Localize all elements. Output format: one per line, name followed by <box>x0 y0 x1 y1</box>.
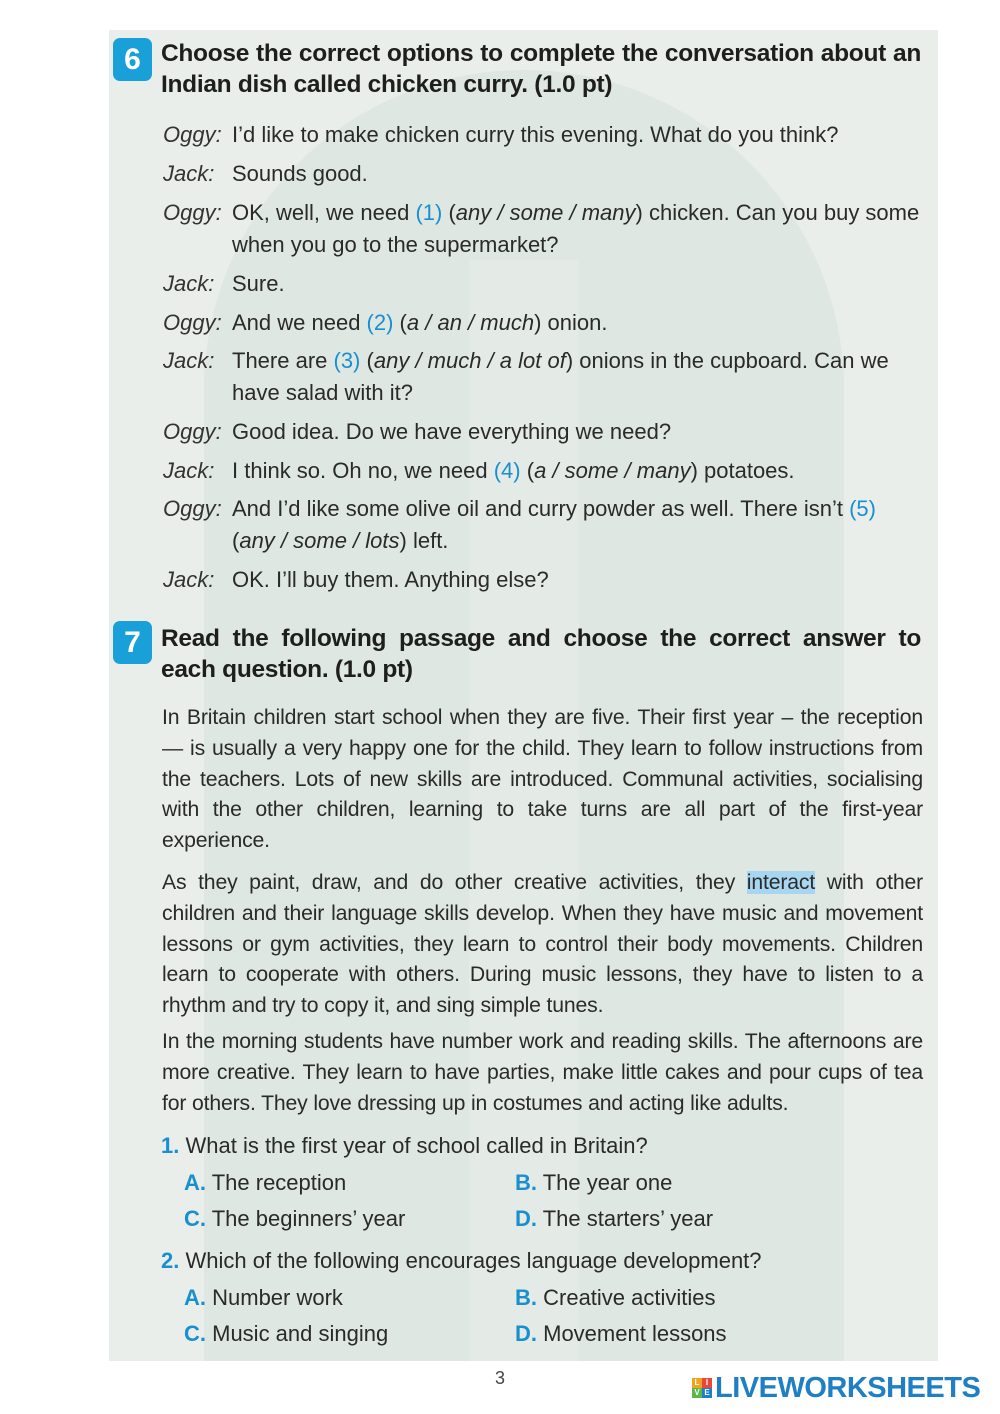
option-letter: B. <box>515 1170 537 1195</box>
speaker-label: Oggy: <box>163 496 222 521</box>
question-text: What is the first year of school called in Britain? <box>185 1133 648 1158</box>
paren-open: ( <box>393 310 407 335</box>
speaker-label: Jack: <box>163 458 215 483</box>
paren-open: ( <box>442 200 456 225</box>
utterance-text-after: onions in the cupboard. Can we have salad with it? <box>232 348 889 405</box>
utterance-text: I think so. Oh no, we need <box>232 458 494 483</box>
option-choices: any / much / a lot of <box>373 348 566 373</box>
blank-marker[interactable]: (4) <box>493 458 521 483</box>
speaker-label: Oggy: <box>163 200 222 225</box>
speaker-label: Oggy: <box>163 310 222 335</box>
logo-letter: I <box>702 1378 712 1388</box>
paren-close: ) <box>690 458 698 483</box>
utterance-text: I’d like to make chicken curry this evening. What do you think? <box>232 122 839 147</box>
option-text: Music and singing <box>212 1321 389 1346</box>
option-choices: any / some / lots <box>239 528 400 553</box>
utterance-text: And we need <box>232 310 367 335</box>
speaker-label: Jack: <box>163 271 215 296</box>
option-letter: B. <box>515 1285 537 1310</box>
option-choices: a / an / much <box>406 310 535 335</box>
option-letter: C. <box>184 1206 206 1231</box>
utterance-text: There are <box>232 348 334 373</box>
speaker-label: Jack: <box>163 348 215 373</box>
logo-letter: V <box>692 1388 702 1398</box>
option-text: The beginners’ year <box>211 1206 406 1231</box>
option-text: The year one <box>542 1170 673 1195</box>
exercise-7-number-badge: 7 <box>113 621 152 664</box>
exercise-6-number-badge: 6 <box>113 38 152 81</box>
passage-paragraph-1: In Britain children start school when they are five. Their first year – the reception — is usually a very happy one for the child. They learn to follow instructions from the teachers. Lots of new skills are introduced. Communal activities, socialising with the other children, learning to take turns are all part of the first-year experience. <box>162 706 923 853</box>
answer-option[interactable] <box>184 1204 405 1234</box>
utterance-text: And I’d like some olive oil and curry powder as well. There isn’t <box>232 496 850 521</box>
paren-open: ( <box>232 528 240 553</box>
paragraph-2-text-after: with other children and their language skills develop. When they have music and movement lessons or gym activities, they learn to control their body movements. Children learn to cooperate with others. During music lessons, they have to listen to a rhythm and try to copy it, and sing simple tunes. <box>162 871 923 1018</box>
utterance-text-after: chicken. Can you buy some when you go to the supermarket? <box>232 200 920 257</box>
option-letter: D. <box>515 1321 537 1346</box>
passage-paragraph-2 <box>162 868 923 1022</box>
answer-option[interactable] <box>515 1168 672 1198</box>
paren-open: ( <box>520 458 535 483</box>
utterance-text-after: onion. <box>541 310 608 335</box>
question-1 <box>161 1131 921 1161</box>
option-letter: C. <box>184 1321 206 1346</box>
speaker-label: Jack: <box>163 161 215 186</box>
utterance-text: Sure. <box>232 271 285 296</box>
paren-close: ) <box>635 200 643 225</box>
answer-option[interactable] <box>184 1168 346 1198</box>
answer-option[interactable] <box>184 1319 388 1349</box>
blank-marker[interactable]: (1) <box>415 200 443 225</box>
option-choices: any / some / many <box>455 200 636 225</box>
answer-option[interactable] <box>515 1319 727 1349</box>
option-text: The starters’ year <box>542 1206 714 1231</box>
utterance-text: Good idea. Do we have everything we need? <box>232 419 672 444</box>
utterance-text-after: potatoes. <box>697 458 795 483</box>
option-letter: D. <box>515 1206 537 1231</box>
exercise-6-title: Choose the correct options to complete the conversation about an Indian dish called chicken curry. (1.0 pt) <box>161 40 921 98</box>
option-choices: a / some / many <box>534 458 691 483</box>
question-text: Which of the following encourages language development? <box>185 1248 762 1273</box>
question-number: 2. <box>161 1248 180 1273</box>
liveworksheets-logo <box>692 1370 980 1406</box>
utterance-text: OK, well, we need <box>232 200 416 225</box>
paren-close: ) <box>399 528 407 553</box>
logo-letter: E <box>702 1388 712 1398</box>
speaker-label: Oggy: <box>163 419 222 444</box>
page-number: 3 <box>494 1368 505 1388</box>
exercise-7-title: Read the following passage and choose the correct answer to each question. (1.0 pt) <box>161 625 921 683</box>
paren-open: ( <box>360 348 374 373</box>
speaker-label: Jack: <box>163 567 215 592</box>
worksheet-panel <box>109 30 938 1361</box>
option-text: Movement lessons <box>543 1321 727 1346</box>
highlighted-word[interactable]: interact <box>746 871 816 894</box>
option-text: Number work <box>212 1285 343 1310</box>
answer-option[interactable] <box>184 1283 343 1313</box>
blank-marker[interactable]: (3) <box>333 348 361 373</box>
logo-letter: L <box>692 1378 702 1388</box>
option-text: The reception <box>211 1170 347 1195</box>
blank-marker[interactable]: (5) <box>849 496 876 521</box>
option-text: Creative activities <box>543 1285 716 1310</box>
paren-close: ) <box>565 348 574 373</box>
option-letter: A. <box>184 1285 206 1310</box>
utterance-text: OK. I’ll buy them. Anything else? <box>232 567 549 592</box>
blank-marker[interactable]: (2) <box>366 310 394 335</box>
utterance-text: Sounds good. <box>232 161 368 186</box>
option-letter: A. <box>184 1170 206 1195</box>
paren-close: ) <box>534 310 542 335</box>
brand-name: LIVEWORKSHEETS <box>715 1371 981 1404</box>
answer-option[interactable] <box>515 1283 716 1313</box>
utterance-text-after: left. <box>406 528 449 553</box>
answer-option[interactable] <box>515 1204 713 1234</box>
liveworksheets-grid-icon <box>692 1378 712 1398</box>
question-2 <box>161 1246 921 1276</box>
question-number: 1. <box>161 1133 180 1158</box>
passage-paragraph-3: In the morning students have number work and reading skills. The afternoons are more creative. They learn to have parties, make little cakes and pour cups of tea for others. They love dressing up in costumes and acting like adults. <box>162 1030 923 1115</box>
speaker-label: Oggy: <box>163 122 222 147</box>
paragraph-2-text-before: As they paint, draw, and do other creative activities, they <box>162 871 747 894</box>
